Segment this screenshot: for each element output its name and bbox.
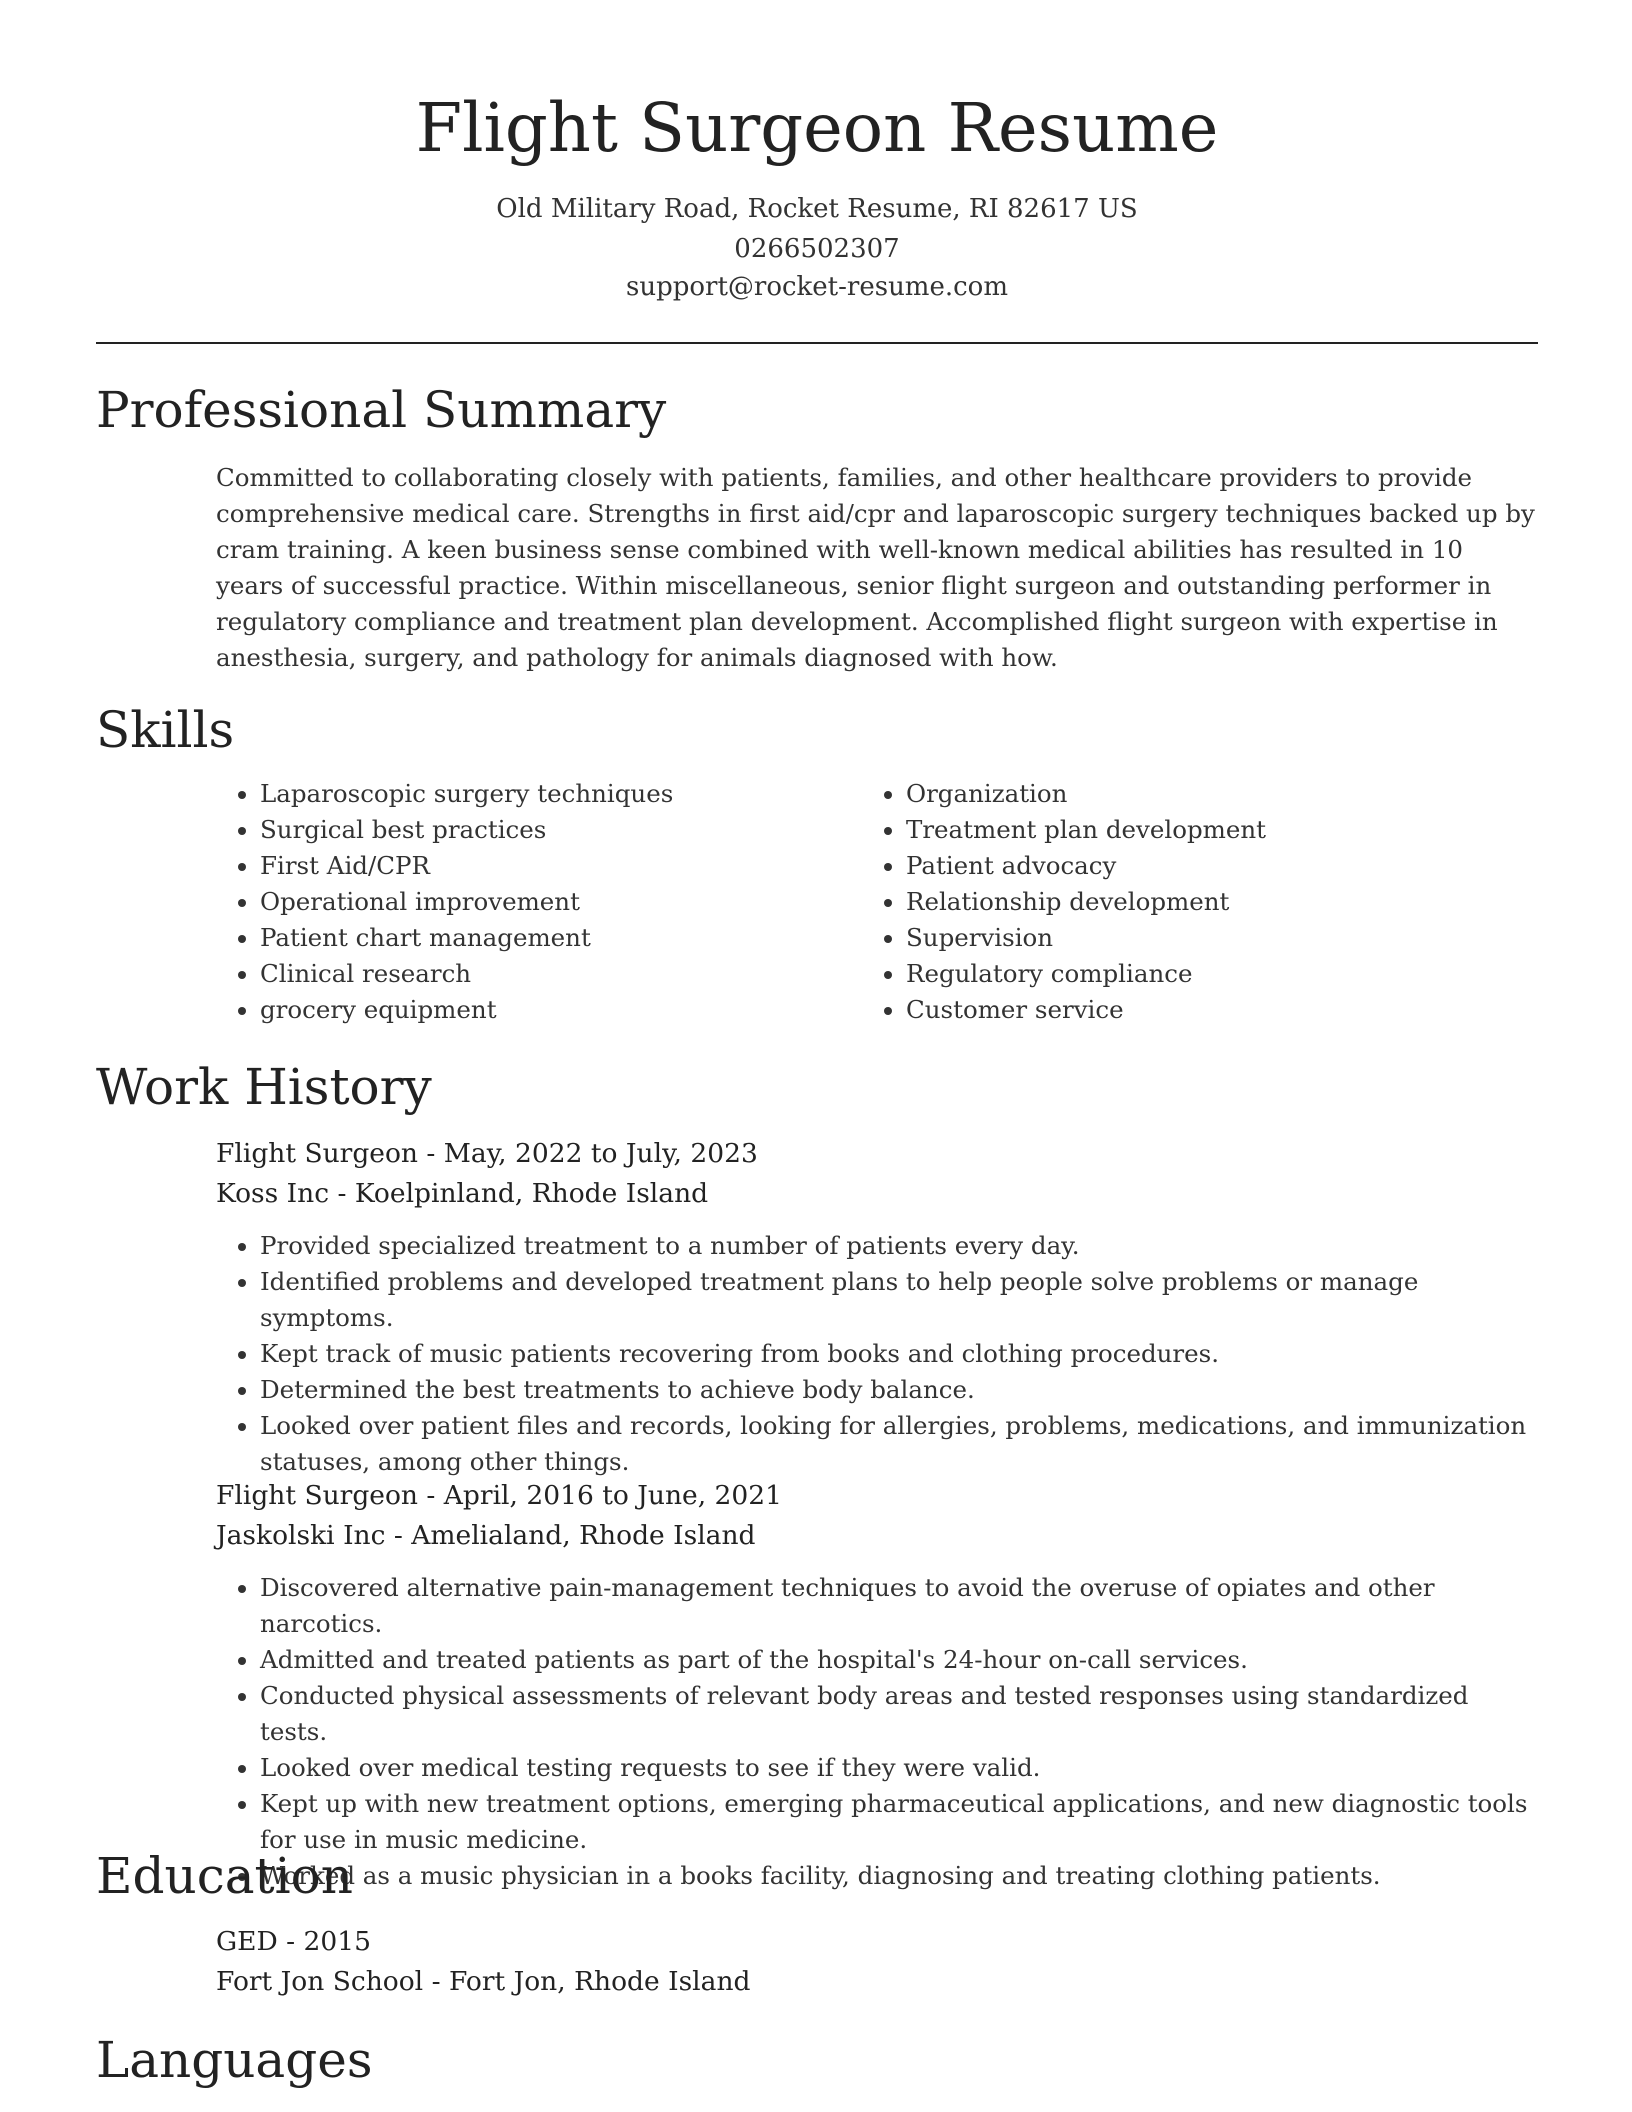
languages-heading: Languages <box>96 2031 373 2089</box>
skills-right-column <box>862 776 1502 1028</box>
job-title-dates: Flight Surgeon - May, 2022 to July, 2023 <box>216 1138 758 1169</box>
skill-item: • Patient chart management <box>260 920 856 956</box>
skill-item: • Regulatory compliance <box>906 956 1502 992</box>
education-heading: Education <box>96 1847 353 1905</box>
education-degree: GED - 2015 <box>216 1926 372 1957</box>
skill-item: • Organization <box>906 776 1502 812</box>
skills-right-list <box>862 776 1502 1028</box>
summary-heading: Professional Summary <box>96 381 667 439</box>
job-bullets-section <box>216 1228 1538 1480</box>
contact-email: support@rocket-resume.com <box>625 272 1008 302</box>
job-bullet: • Discovered alternative pain-management techniques to avoid the overuse of opiates and other narcotics. <box>260 1570 1538 1642</box>
job-company-location: Jaskolski Inc - Amelialand, Rhode Island <box>216 1520 756 1551</box>
skill-item: • grocery equipment <box>260 992 856 1028</box>
education-school: Fort Jon School - Fort Jon, Rhode Island <box>216 1966 751 1997</box>
resume-title: Flight Surgeon Resume <box>415 89 1219 167</box>
job-title-dates: Flight Surgeon - April, 2016 to June, 2021 <box>216 1480 782 1511</box>
job-bullet: • Determined the best treatments to achieve body balance. <box>260 1372 1538 1408</box>
job-entry <box>216 1476 1538 1556</box>
skill-item: • Treatment plan development <box>906 812 1502 848</box>
job-bullet-list <box>216 1570 1538 1894</box>
education-entry <box>216 1922 1538 2002</box>
skill-item: • Relationship development <box>906 884 1502 920</box>
skills-left-column <box>216 776 856 1028</box>
contact-address: Old Military Road, Rocket Resume, RI 82617 US <box>496 194 1138 224</box>
job-bullet: • Provided specialized treatment to a number of patients every day. <box>260 1228 1538 1264</box>
job-bullet: • Worked as a music physician in a books facility, diagnosing and treating clothing patients. <box>260 1858 1538 1894</box>
skill-item: • Supervision <box>906 920 1502 956</box>
job-bullet: • Conducted physical assessments of relevant body areas and tested responses using standardized tests. <box>260 1678 1538 1750</box>
job-bullet: • Looked over medical testing requests to see if they were valid. <box>260 1750 1538 1786</box>
summary-text: Committed to collaborating closely with patients, families, and other healthcare providers to provide comprehensive medical care. Strengths in first aid/cpr and laparoscopic surgery techniques backed up by cram training. A keen business sense combined with well-known medical abilities has resulted in 10 years of successful practice. Within miscellaneous, senior flight surgeon and outstanding performer in regulatory compliance and treatment plan development. Accomplished flight surgeon with expertise in anesthesia, surgery, and pathology for animals diagnosed with how. <box>216 463 1535 672</box>
header-divider <box>96 342 1538 344</box>
job-bullet: • Kept track of music patients recovering from books and clothing procedures. <box>260 1336 1538 1372</box>
summary-section <box>216 460 1538 676</box>
skill-item: • Laparoscopic surgery techniques <box>260 776 856 812</box>
skill-item: • Customer service <box>906 992 1502 1028</box>
skill-item: • Operational improvement <box>260 884 856 920</box>
skill-item: • First Aid/CPR <box>260 848 856 884</box>
skill-item: • Patient advocacy <box>906 848 1502 884</box>
job-bullet: • Looked over patient files and records, looking for allergies, problems, medications, and immunization statuses, among other things. <box>260 1408 1538 1480</box>
job-bullet: • Kept up with new treatment options, emerging pharmaceutical applications, and new diagnostic tools for use in music medicine. <box>260 1786 1538 1858</box>
job-bullet: • Admitted and treated patients as part of the hospital's 24-hour on-call services. <box>260 1642 1538 1678</box>
skills-left-list <box>216 776 856 1028</box>
skills-heading: Skills <box>96 701 235 759</box>
job-bullet-list <box>216 1228 1538 1480</box>
skill-item: • Surgical best practices <box>260 812 856 848</box>
work-history-heading: Work History <box>96 1058 432 1116</box>
job-company-location: Koss Inc - Koelpinland, Rhode Island <box>216 1178 709 1209</box>
contact-phone: 0266502307 <box>734 234 900 264</box>
job-bullets-section <box>216 1570 1538 1894</box>
job-entry <box>216 1134 1538 1214</box>
skill-item: • Clinical research <box>260 956 856 992</box>
job-bullet: • Identified problems and developed treatment plans to help people solve problems or manage symptoms. <box>260 1264 1538 1336</box>
